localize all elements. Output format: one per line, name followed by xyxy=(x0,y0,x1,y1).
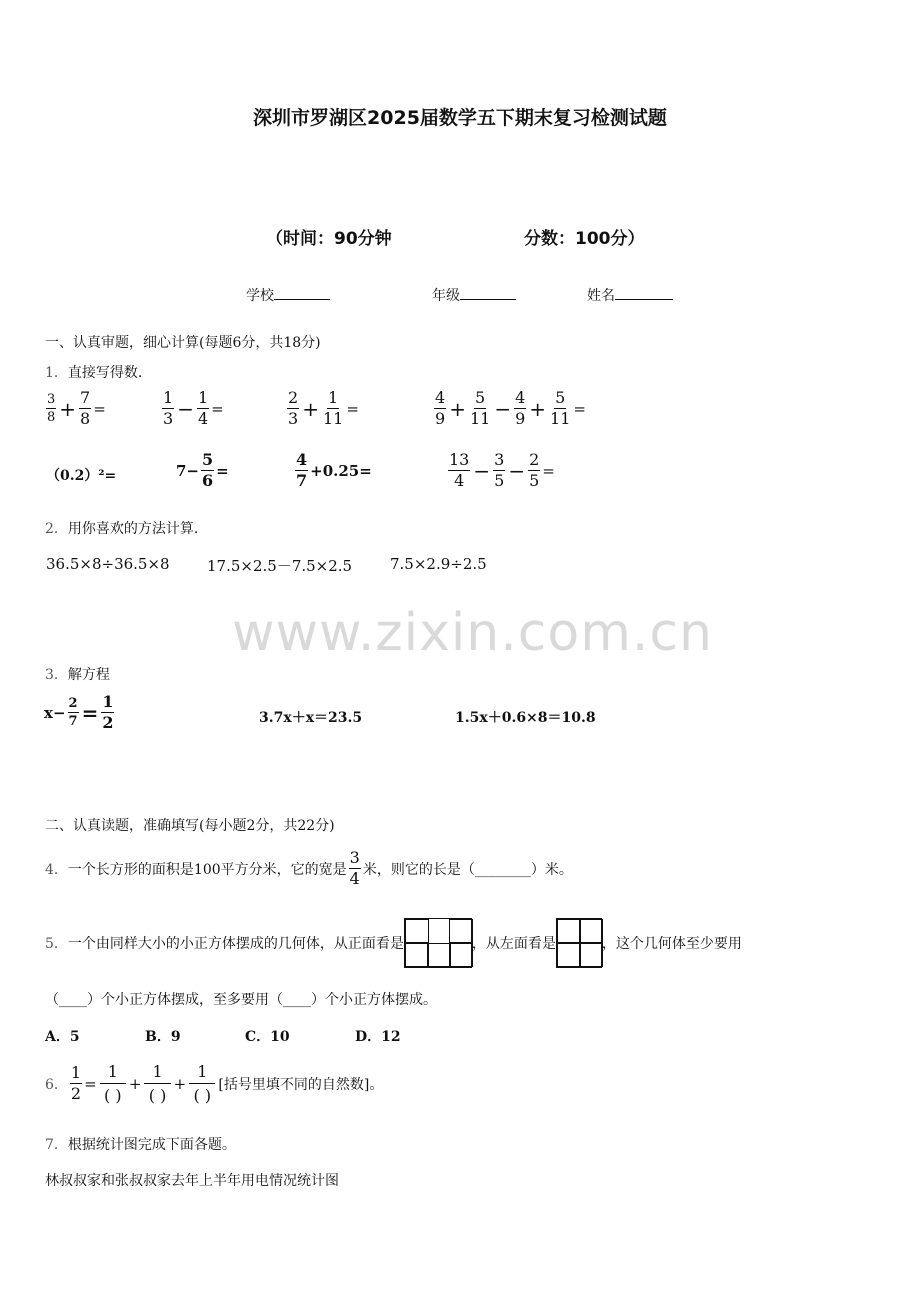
grade-field[interactable] xyxy=(432,285,516,305)
school-blank[interactable] xyxy=(274,285,330,300)
q1-text: 直接写得数. xyxy=(67,365,143,381)
chart-title: 林叔叔家和张叔叔家去年上半年用电情况统计图 xyxy=(45,1173,339,1189)
question-3 xyxy=(45,664,110,684)
question-4: 4． 一个长方形的面积是100平方分米，它的宽是 $\frac{3}{4}$ 米，则它的长是（________）米。 xyxy=(45,848,573,888)
calc-1-2: $\frac{1}{3}$ − $\frac{1}{4}$ = xyxy=(163,388,224,428)
calc-1-1: $\frac{3}{8}$ + $\frac{7}{8}$ = xyxy=(47,388,106,428)
section2-heading: 二、认真读题，准确填写(每小题2分，共22分) xyxy=(45,818,335,834)
q7-text: 根据统计图完成下面各题。 xyxy=(67,1137,236,1153)
q5-option-a[interactable]: A．5 xyxy=(45,1029,80,1045)
q2-text: 用你喜欢的方法计算. xyxy=(67,521,199,537)
calc-1-4: $\frac{4}{9}$ + $\frac{5}{11}$ − $\frac{4}{9}$ + $\frac{5}{11}$ = xyxy=(435,388,586,428)
left-view-figure xyxy=(556,918,602,968)
front-view-figure xyxy=(404,918,472,968)
q5-option-d[interactable]: D．12 xyxy=(355,1029,401,1045)
q3-equation-3: 1.5x＋0.6×8＝10.8 xyxy=(455,710,596,726)
page-title: 深圳市罗湖区2025届数学五下期末复习检测试题 xyxy=(253,107,667,129)
q3-number: 3． xyxy=(45,667,68,683)
calc-2-2: 7− $\frac{5}{6}$ = xyxy=(176,450,229,490)
name-field[interactable] xyxy=(587,285,673,305)
school-label: 学校 xyxy=(246,288,274,304)
question-1 xyxy=(45,362,142,382)
q5-option-c[interactable]: C．10 xyxy=(245,1029,290,1045)
name-blank[interactable] xyxy=(615,285,673,300)
grade-blank[interactable] xyxy=(460,285,516,300)
q3-equation-2: 3.7x＋x＝23.5 xyxy=(259,710,363,726)
q2-number: 2． xyxy=(45,521,68,537)
school-field[interactable] xyxy=(246,285,330,305)
section1-heading: 一、认真审题，细心计算(每题6分，共18分) xyxy=(45,335,321,351)
name-label: 姓名 xyxy=(587,288,615,304)
question-6: 6． $\frac{1}{2}$ = 1 ( ) + 1 ( ) + 1 ( ) [括号里填不同的自然数]。 xyxy=(45,1062,384,1105)
q3-text: 解方程 xyxy=(67,667,110,683)
q3-equation-1: x− $\frac{2}{7}$ = $\frac{1}{2}$ xyxy=(44,692,114,732)
question-5: 5． 一个由同样大小的小正方体摆成的几何体，从正面看是 ，从左面看是 ，这个几何体至少要用 xyxy=(45,918,742,968)
q5-option-b[interactable]: B．9 xyxy=(145,1029,181,1045)
q2-expr-2: 17.5×2.5－7.5×2.5 xyxy=(207,557,353,575)
q5-line2: （____）个小正方体摆成，至多要用（____）个小正方体摆成。 xyxy=(45,992,437,1008)
calc-2-4: $\frac{13}{4}$ − $\frac{3}{5}$ − $\frac{2}{5}$ = xyxy=(449,450,555,490)
question-2 xyxy=(45,518,198,538)
q1-number: 1． xyxy=(45,365,68,381)
q7-number: 7． xyxy=(45,1137,68,1153)
watermark: www.zixin.com.cn xyxy=(232,603,713,663)
exam-score: 分数：100分） xyxy=(524,229,645,249)
question-7 xyxy=(45,1134,236,1154)
calc-1-3: $\frac{2}{3}$ + $\frac{1}{11}$ = xyxy=(288,388,359,428)
exam-time: （时间：90分钟 xyxy=(266,229,392,249)
grade-label: 年级 xyxy=(432,288,460,304)
calc-2-3: $\frac{4}{7}$ +0.25= xyxy=(296,450,372,490)
q2-expr-3: 7.5×2.9÷2.5 xyxy=(390,555,487,573)
calc-2-1: （0.2）²= xyxy=(46,468,117,484)
q2-expr-1: 36.5×8÷36.5×8 xyxy=(46,555,170,573)
